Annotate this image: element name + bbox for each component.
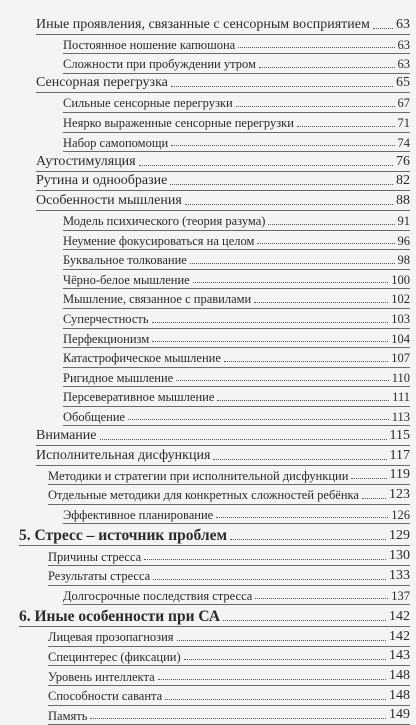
toc-entry-page: 88 <box>396 192 410 208</box>
toc-entry-title: Суперчестность <box>63 313 152 328</box>
dot-leader <box>100 439 387 440</box>
toc-entry-title: Персеверативное мышление <box>63 391 217 406</box>
dot-leader <box>152 341 388 342</box>
toc-entry <box>36 74 410 94</box>
toc-entry <box>63 270 410 290</box>
toc-entry-page: 96 <box>397 233 410 248</box>
toc-entry-title: Причины стресса <box>48 551 144 566</box>
dot-leader <box>224 361 388 362</box>
toc-entry-page: 148 <box>389 668 410 683</box>
toc-entry-page: 74 <box>397 135 410 150</box>
toc-entry-page: 104 <box>391 331 410 346</box>
dot-leader <box>153 579 386 580</box>
toc-entry-page: 148 <box>389 687 410 703</box>
toc-entry-title: Особенности мышления <box>36 194 185 210</box>
toc-entry-title: Внимание <box>36 429 100 445</box>
toc-entry-title: Мышление, связанное с правилами <box>63 293 254 308</box>
dot-leader <box>373 28 393 29</box>
toc-entry <box>63 231 410 251</box>
toc-entry-page: 117 <box>389 447 410 463</box>
dot-leader <box>217 400 389 401</box>
toc-entry <box>63 407 410 427</box>
toc-entry-title: Исполнительная дисфункция <box>36 449 213 465</box>
dot-leader <box>259 67 395 68</box>
toc-entry-page: 76 <box>396 153 410 169</box>
toc-chapter-title: 6. Иные особенности при СА <box>19 609 223 627</box>
toc-entry <box>36 152 410 172</box>
toc-entry <box>63 35 410 55</box>
toc-entry <box>48 647 410 667</box>
toc-entry-page: 100 <box>391 272 410 287</box>
toc-entry <box>48 546 410 566</box>
toc-entry-page: 67 <box>397 96 410 111</box>
toc-entry-title: Модель психического (теория разума) <box>63 215 268 230</box>
dot-leader <box>255 598 388 599</box>
toc-entry-title: Уровень интеллекта <box>48 671 158 686</box>
dot-leader <box>184 659 386 660</box>
toc-entry-page: 110 <box>391 370 410 385</box>
toc-entry <box>48 566 410 586</box>
toc-entry-page: 129 <box>389 528 410 544</box>
toc-entry-title: Методики и стратегии при исполнительной дисфункции <box>48 470 351 485</box>
toc-entry-page: 91 <box>397 214 410 229</box>
toc-entry-page: 98 <box>397 253 410 268</box>
toc-entry-title: Аутостимуляция <box>36 155 139 171</box>
toc-entry-page: 149 <box>389 707 410 723</box>
toc-entry-title: Постоянное ношение капюшона <box>63 39 238 54</box>
toc-entry-title: Способности саванта <box>48 690 165 705</box>
toc-entry-title: Отдельные методики для конкретных сложностей ребёнка <box>48 489 362 504</box>
toc-entry-title: Неярко выраженные сенсорные перегрузки <box>63 117 297 132</box>
toc-entry <box>63 348 410 368</box>
toc-entry-page: 137 <box>391 588 410 603</box>
toc-entry <box>63 93 410 113</box>
toc-entry-title: Набор самопомощи <box>63 137 171 152</box>
toc-entry-title: Эффективное планирование <box>63 509 216 524</box>
toc-entry-title: Буквальное толкование <box>63 254 190 269</box>
toc-entry-page: 63 <box>397 57 410 72</box>
toc-entry-page: 119 <box>389 467 410 483</box>
dot-leader <box>236 106 395 107</box>
toc-entry <box>63 250 410 270</box>
dot-leader <box>190 263 395 264</box>
toc-entry-title: Сложности при пробуждении утром <box>63 58 259 73</box>
toc-entry-page: 123 <box>389 486 410 502</box>
toc-entry <box>63 505 410 525</box>
toc-entry-page: 142 <box>389 628 410 644</box>
dot-leader <box>165 699 386 700</box>
toc-entry-page: 71 <box>397 116 410 131</box>
toc-entry-title: Лицевая прозопагнозия <box>48 631 177 646</box>
dot-leader <box>297 126 395 127</box>
toc-entry-page: 103 <box>391 312 410 326</box>
toc-entry <box>63 289 410 309</box>
toc-entry-page: 63 <box>396 16 410 32</box>
toc-entry <box>63 586 410 606</box>
dot-leader <box>216 517 388 518</box>
toc-entry <box>48 706 410 725</box>
toc-entry <box>48 466 410 486</box>
toc-entry-title: Перфекционизм <box>63 333 152 348</box>
toc-entry-title: Катастрофическое мышление <box>63 352 224 367</box>
toc-entry <box>63 133 410 153</box>
toc-entry-page: 130 <box>389 548 410 564</box>
toc-entry <box>36 172 410 192</box>
toc-entry-title: Память <box>48 710 90 725</box>
dot-leader <box>268 224 394 225</box>
toc-entry-page: 63 <box>397 37 410 52</box>
dot-leader <box>185 204 393 205</box>
toc-entry <box>48 686 410 706</box>
toc-entry-page: 143 <box>389 648 410 664</box>
toc-entry-page: 142 <box>389 609 410 625</box>
dot-leader <box>152 322 389 323</box>
dot-leader <box>177 640 386 641</box>
dot-leader <box>139 165 393 166</box>
toc-entry-page: 111 <box>392 390 410 405</box>
toc-entry-page: 133 <box>389 567 410 583</box>
dot-leader <box>230 539 386 540</box>
toc-entry <box>36 426 410 446</box>
toc-entry <box>48 666 410 686</box>
toc-entry-title: Иные проявления, связанные с сенсорным восприятием <box>36 18 373 34</box>
dot-leader <box>176 380 388 381</box>
toc-entry-title: Долгосрочные последствия стресса <box>63 590 255 605</box>
dot-leader <box>213 459 386 460</box>
toc-entry <box>36 191 410 211</box>
toc-entry-title: Специнтерес (фиксации) <box>48 651 184 666</box>
toc-entry <box>63 329 410 349</box>
toc-entry <box>48 485 410 505</box>
toc-entry-page: 107 <box>391 351 410 366</box>
dot-leader <box>238 47 394 48</box>
dot-leader <box>257 243 394 244</box>
dot-leader <box>171 86 393 87</box>
dot-leader <box>90 718 386 719</box>
dot-leader <box>158 679 386 680</box>
dot-leader <box>351 478 386 479</box>
toc-entry-page: 113 <box>391 409 410 424</box>
dot-leader <box>362 498 386 499</box>
toc-chapter <box>19 605 410 627</box>
toc-entry-title: Рутина и однообразие <box>36 174 170 190</box>
dot-leader <box>254 302 388 303</box>
toc-entry <box>63 211 410 231</box>
toc-entry <box>36 446 410 466</box>
toc-entry-page: 126 <box>391 507 410 522</box>
dot-leader <box>223 620 386 621</box>
toc-entry-title: Ригидное мышление <box>63 372 176 387</box>
dot-leader <box>128 419 389 420</box>
toc-entry-page: 102 <box>391 292 410 307</box>
toc-entry-title: Сильные сенсорные перегрузки <box>63 97 236 112</box>
toc-chapter-title: 5. Стресс – источник проблем <box>19 528 230 546</box>
toc-entry-title: Обобщение <box>63 411 128 426</box>
toc-entry-title: Неумение фокусироваться на целом <box>63 235 257 250</box>
table-of-contents <box>0 15 416 725</box>
toc-entry-title: Чёрно-белое мышление <box>63 274 193 289</box>
dot-leader <box>170 184 393 185</box>
toc-entry <box>36 15 410 35</box>
toc-chapter <box>19 524 410 546</box>
toc-entry <box>63 54 410 74</box>
toc-entry <box>63 309 410 329</box>
toc-entry-title: Сенсорная перегрузка <box>36 76 171 92</box>
toc-entry-page: 115 <box>389 428 410 444</box>
toc-entry-page: 65 <box>396 75 410 91</box>
toc-entry-title: Результаты стресса <box>48 570 153 585</box>
dot-leader <box>171 145 394 146</box>
toc-entry <box>63 368 410 388</box>
dot-leader <box>144 559 386 560</box>
toc-entry <box>63 113 410 133</box>
toc-entry-page: 82 <box>396 173 410 189</box>
dot-leader <box>193 282 389 283</box>
toc-entry <box>63 387 410 407</box>
toc-entry <box>48 627 410 647</box>
